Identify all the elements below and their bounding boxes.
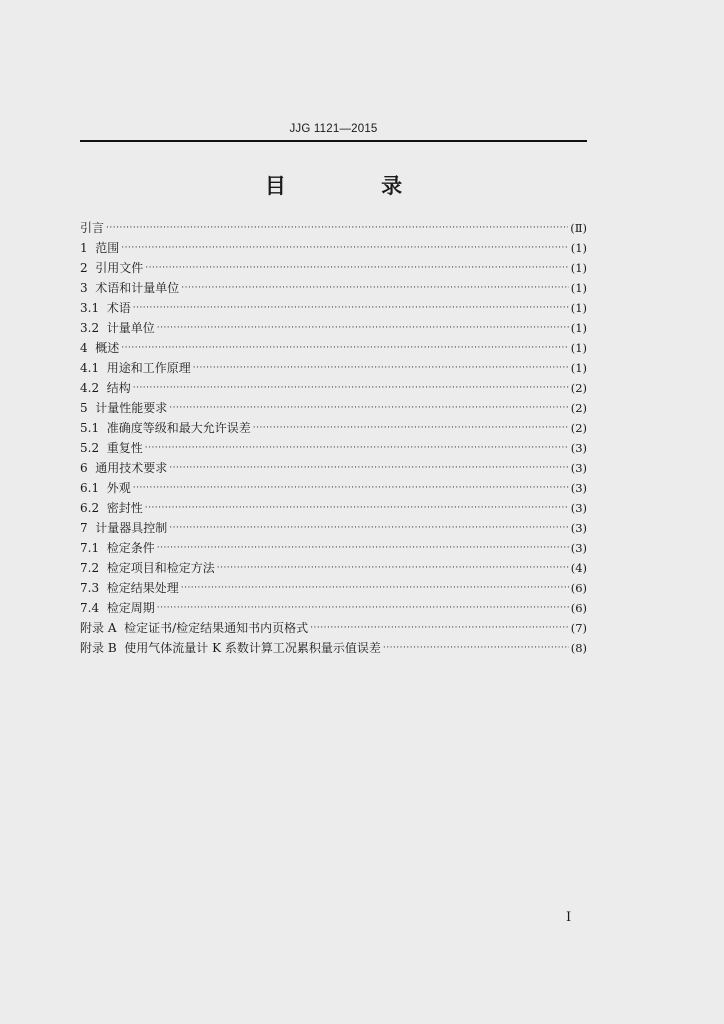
toc-leader-dots xyxy=(253,418,569,438)
toc-entry-label: 3.2 计量单位 xyxy=(80,321,155,335)
toc-entry-label: 4 概述 xyxy=(80,341,120,355)
toc-entry-page: (6) xyxy=(570,581,587,595)
toc-entry-label: 6.2 密封性 xyxy=(80,501,143,515)
toc-leader-dots xyxy=(121,338,568,358)
toc-entry-label: 1 范围 xyxy=(80,241,120,255)
toc-entry-7[interactable] xyxy=(80,518,587,538)
toc-entry-4-2[interactable] xyxy=(80,378,587,398)
toc-entry-label: 附录 A 检定证书/检定结果通知书内页格式 xyxy=(80,621,309,635)
toc-entry-label: 2 引用文件 xyxy=(80,261,144,275)
toc-entry-page: (8) xyxy=(570,641,587,655)
toc-entry-7-2[interactable] xyxy=(80,558,587,578)
toc-leader-dots xyxy=(157,318,569,338)
toc-entry-label: 7.2 检定项目和检定方法 xyxy=(80,561,215,575)
toc-entry-1[interactable] xyxy=(80,238,587,258)
toc-leader-dots xyxy=(169,518,568,538)
toc-entry-page: (1) xyxy=(570,361,587,375)
toc-leader-dots xyxy=(133,298,569,318)
toc-entry-7-3[interactable] xyxy=(80,578,587,598)
document-code: JJG 1121—2015 xyxy=(289,123,378,135)
toc-title: 目 录 xyxy=(264,174,447,198)
toc-leader-dots xyxy=(181,578,569,598)
toc-entry-label: 5.2 重复性 xyxy=(80,441,143,455)
toc-leader-dots xyxy=(133,478,569,498)
toc-entry-page: (2) xyxy=(570,381,587,395)
toc-entry-label: 6 通用技术要求 xyxy=(80,461,168,475)
toc-entry-page: (3) xyxy=(570,441,587,455)
toc-leader-dots xyxy=(157,538,569,558)
toc-entry-label: 7 计量器具控制 xyxy=(80,521,168,535)
toc-entry-label: 5.1 准确度等级和最大允许误差 xyxy=(80,421,251,435)
toc-entry-page: (6) xyxy=(570,601,587,615)
toc-leader-dots xyxy=(133,378,569,398)
toc-entry-page: (3) xyxy=(570,541,587,555)
toc-entry-page: (1) xyxy=(570,241,587,255)
header-rule xyxy=(80,140,587,142)
toc-entry-label: 7.1 检定条件 xyxy=(80,541,155,555)
toc-leader-dots xyxy=(217,558,569,578)
toc-entry-label: 5 计量性能要求 xyxy=(80,401,168,415)
toc-entry-3[interactable] xyxy=(80,278,587,298)
toc-leader-dots xyxy=(121,238,568,258)
toc-entry-2[interactable] xyxy=(80,258,587,278)
toc-entry-page: (1) xyxy=(570,261,587,275)
toc-leader-dots xyxy=(157,598,569,618)
toc-entry-label: 引言 xyxy=(80,221,105,235)
toc-entry-label: 3 术语和计量单位 xyxy=(80,281,180,295)
toc-entry-label: 7.4 检定周期 xyxy=(80,601,155,615)
toc-entry-page: (2) xyxy=(570,401,587,415)
toc-entry-7-1[interactable] xyxy=(80,538,587,558)
toc-leader-dots xyxy=(145,258,568,278)
toc-leader-dots xyxy=(169,398,568,418)
toc-entry-6-2[interactable] xyxy=(80,498,587,518)
toc-entry-page: (1) xyxy=(570,321,587,335)
toc-entry-label: 3.1 术语 xyxy=(80,301,131,315)
toc-entry-3-2[interactable] xyxy=(80,318,587,338)
toc-entry-page: (3) xyxy=(570,461,587,475)
toc-entry-page: (7) xyxy=(570,621,587,635)
toc-entry-page: (2) xyxy=(570,421,587,435)
toc-leader-dots xyxy=(145,498,569,518)
toc-entry-6-1[interactable] xyxy=(80,478,587,498)
toc-entry-5[interactable] xyxy=(80,398,587,418)
toc-entry-5-1[interactable] xyxy=(80,418,587,438)
toc-leader-dots xyxy=(310,618,569,638)
toc-entry-label: 4.2 结构 xyxy=(80,381,131,395)
toc-entry-page: (1) xyxy=(570,301,587,315)
toc-entry-page: (3) xyxy=(570,521,587,535)
toc-entry-label: 6.1 外观 xyxy=(80,481,131,495)
toc-entry-appendix-a[interactable] xyxy=(80,618,587,638)
toc-entry-label: 7.3 检定结果处理 xyxy=(80,581,179,595)
toc-entry-4-1[interactable] xyxy=(80,358,587,378)
toc-leader-dots xyxy=(193,358,569,378)
toc-entry-3-1[interactable] xyxy=(80,298,587,318)
toc-entry-7-4[interactable] xyxy=(80,598,587,618)
toc-leader-dots xyxy=(169,458,568,478)
toc-entry-page: (Ⅱ) xyxy=(570,221,587,235)
toc-entry-page: (4) xyxy=(570,561,587,575)
toc-entry-page: (3) xyxy=(570,481,587,495)
toc-leader-dots xyxy=(145,438,569,458)
toc-entry-page: (3) xyxy=(570,501,587,515)
toc-leader-dots xyxy=(181,278,568,298)
toc-entry-page: (1) xyxy=(570,341,587,355)
toc-entry-appendix-b[interactable] xyxy=(80,638,587,658)
toc-entry-foreword[interactable] xyxy=(80,218,587,238)
table-of-contents xyxy=(80,218,587,658)
toc-entry-5-2[interactable] xyxy=(80,438,587,458)
toc-entry-label: 4.1 用途和工作原理 xyxy=(80,361,191,375)
toc-entry-4[interactable] xyxy=(80,338,587,358)
toc-leader-dots xyxy=(106,218,568,238)
toc-entry-label: 附录 B 使用气体流量计 K 系数计算工况累积量示值误差 xyxy=(80,641,381,655)
toc-leader-dots xyxy=(383,638,569,658)
toc-entry-6[interactable] xyxy=(80,458,587,478)
page-number: I xyxy=(566,910,572,925)
toc-entry-page: (1) xyxy=(570,281,587,295)
